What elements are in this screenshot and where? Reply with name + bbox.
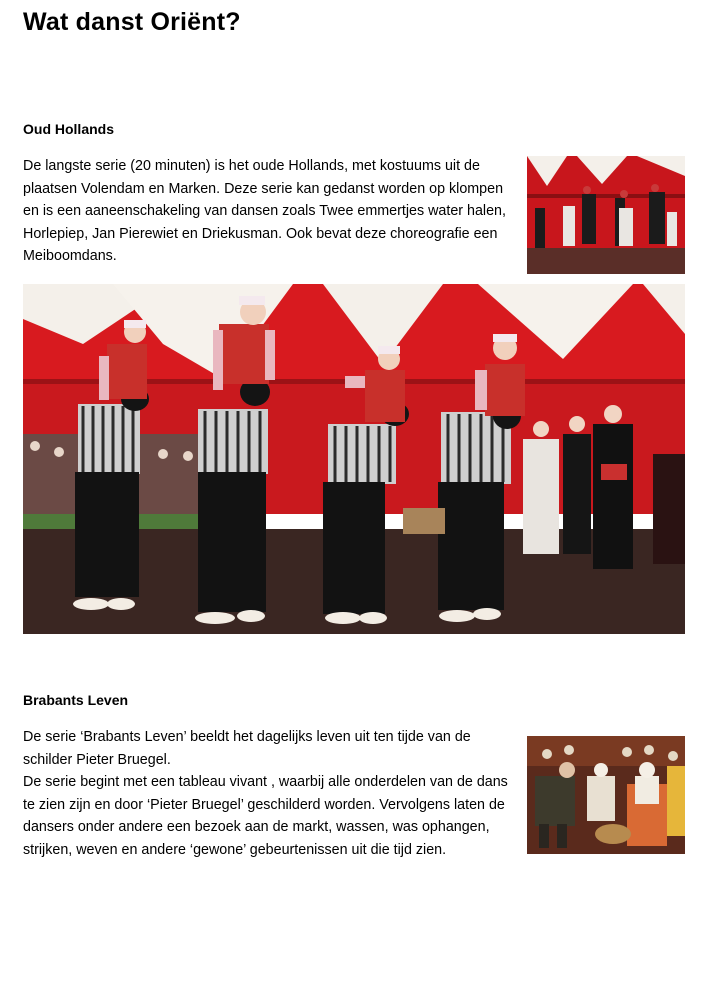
section-heading-oud-hollands: Oud Hollands xyxy=(23,121,114,137)
photo-brabants-leven xyxy=(527,736,685,854)
photo-dancers-small xyxy=(527,156,685,274)
section-heading-brabants-leven: Brabants Leven xyxy=(23,692,129,708)
photo-dancers-stage xyxy=(23,284,685,634)
section-paragraph-brabants-leven-1: De serie ‘Brabants Leven’ beeldt het dagelijks leven uit ten tijde van de schilder Pieter Bruegel. xyxy=(23,729,471,768)
page-title: Wat danst Oriënt? xyxy=(23,8,241,36)
section-paragraph-brabants-leven-2: De serie begint met een tableau vivant , waarbij alle onderdelen van de dans te zien zijn en door ‘Pieter Bruegel’ geschilderd worden. Vervolgens laten de dansers onder andere een bezoek aan de markt, wassen, was ophangen, strijken, weven en andere ‘gewone’ gebeurtenissen uit die tijd zien. xyxy=(23,774,508,858)
section-paragraph-oud-hollands: De langste serie (20 minuten) is het oude Hollands, met kostuums uit de plaatsen Volendam en Marken. Deze serie kan gedanst worden op klompen en is een aaneenschakeling van dansen zoals Twee emmertjes water halen, Horlepiep, Jan Pierewiet en Driekusman. Ook bevat deze choreografie een Meiboomdans. xyxy=(23,158,506,264)
